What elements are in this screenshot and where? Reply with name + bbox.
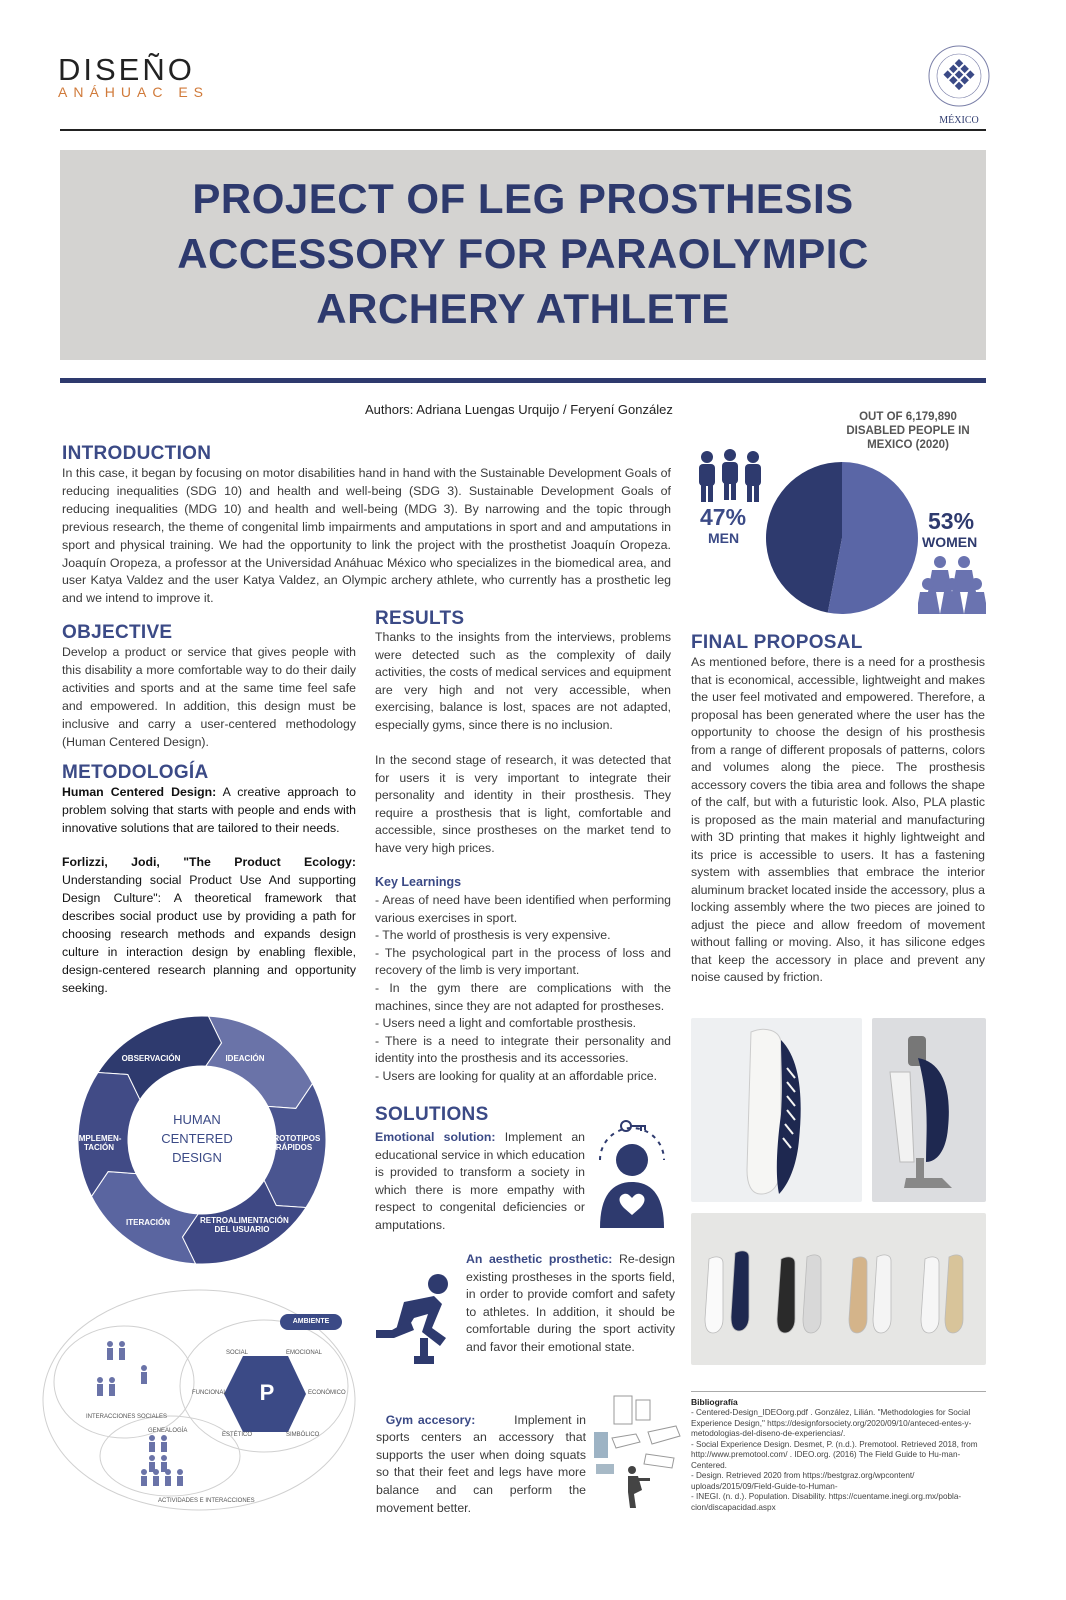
hcd-text: A creative approach to problem solving that starts with people and ends with innovative solutions that are tailored to their needs. <box>62 785 356 835</box>
cycle-center-line-3: DESIGN <box>172 1150 222 1165</box>
stats-caption-line-3: MEXICO (2020) <box>867 439 949 451</box>
gym-accessory-sketch <box>592 1392 684 1510</box>
forlizzi-bold: Forlizzi, Jodi, "The Product Ecology: <box>62 855 356 869</box>
seal-icon <box>924 44 994 108</box>
bibliography-list <box>691 1408 987 1513</box>
emotional-solution <box>375 1129 585 1235</box>
ecology-simbolico: SIMBÓLICO <box>286 1432 320 1438</box>
gym-text: Implement in sports centers an accessory that supports the user when doing squats so that their feet and legs have more balance and can perform the movement better. <box>376 1412 590 1515</box>
authors: Authors: Adriana Luengas Urquijo / Feryení González <box>365 402 673 417</box>
metodologia-hcd <box>62 783 356 837</box>
university-seal <box>922 44 996 126</box>
objective-text: Develop a product or service that gives people with this disability a more comfortable way to do their daily activities and sports and at the same time feel safe and empowered. In addition, this design must be inclusive and carry a user-centered methodology (Human Centered Design). <box>62 645 356 749</box>
hcd-bold: Human Centered Design: <box>62 785 217 799</box>
key-learning-item: - The world of prosthesis is very expensive. <box>375 928 611 943</box>
ecology-badge: AMBIENTE <box>292 1318 330 1325</box>
bibliography-item: - Social Experience Design. Desmet, P. (n.d.). Premotool. Retrieved 2018, from http://www.premotool.com/ . IDEO.org. (2016) The Field Guide to Hu-man-Centered. <box>691 1439 978 1470</box>
stage-iteracion: ITERACIÓN <box>126 1218 170 1227</box>
ecology-genealogia: GENEALOGÍA <box>148 1428 188 1434</box>
university-caption: MÉXICO <box>939 115 979 126</box>
emotional-bold: Emotional solution: <box>375 1130 496 1144</box>
women-label: WOMEN <box>922 534 978 550</box>
key-learnings-heading: Key Learnings <box>375 875 462 889</box>
aesthetic-solution <box>466 1251 675 1357</box>
aesthetic-text: Re-design existing prostheses in the sports field, in order to provide comfort and safety to athletes. In addition, it should be comfortable during the sport activity and favor their emotional state. <box>466 1252 676 1354</box>
emotional-text: Implement an educational service in which education is provided to transform a society in which there is more empathy with respect to congenital deficiencies or amputations. <box>375 1130 586 1232</box>
results-text-1: Thanks to the insights from the interviews, problems were detected such as the complexity of daily activities, the costs of medical services and equipment are very high and not very accessible, when exercising, balance is lost, spaces are not adapted, especially gyms, since there is no inclusion. <box>375 630 671 732</box>
key-learning-item: - In the gym there are complications with the machines, since they are not adapted for prostheses. <box>375 980 671 1013</box>
logo-subtitle: ANÁHUAC ES <box>58 84 210 100</box>
key-learning-item: - Users are looking for quality at an affordable price. <box>375 1068 658 1083</box>
men-label: MEN <box>708 530 740 546</box>
stage-ideacion: IDEACIÓN <box>225 1054 265 1063</box>
cycle-center-line-2: CENTERED <box>161 1131 233 1146</box>
stage-retroalimentacion: RETROALIMENTACIÓN DEL USUARIO <box>200 1216 289 1234</box>
prosthesis-photo-3 <box>691 1213 986 1365</box>
bibliography-item: - Centered-Design_IDEOorg.pdf . González, Lilián. "Methodologies for Social Experience Design," https://designforsociety.org/2020/09/10/anteced-entes-y-metodologias-del-diseno-de-experiencias/. <box>691 1408 972 1438</box>
key-learning-item: - The psychological part in the process of loss and recovery of the limb is very important. <box>375 945 671 978</box>
prosthesis-photo-1 <box>691 1018 862 1202</box>
title-line-1: PROJECT OF LEG PROSTHESIS <box>192 175 854 222</box>
women-percentage: 53% <box>928 508 975 534</box>
key-learning-item: - Users need a light and comfortable prosthesis. <box>375 1016 637 1031</box>
gym-solution <box>376 1394 590 1517</box>
results-heading: RESULTS <box>375 608 465 629</box>
title-banner <box>60 150 986 360</box>
introduction-heading: INTRODUCTION <box>62 443 212 464</box>
forlizzi-text: Understanding social Product Use And supporting Design Culture": A theoretical framework that describes social product use by providing a path for choosing research methods and expands design culture in interaction design by enabling flexible, design-centered research planning and opportunity seeking. <box>62 873 356 995</box>
ecology-actividades: ACTIVIDADES E INTERACCIONES <box>158 1498 255 1504</box>
men-people-icon <box>696 448 764 504</box>
objective-heading: OBJECTIVE <box>62 622 173 643</box>
prosthesis-photo-2 <box>872 1018 986 1202</box>
cycle-center-line-1: HUMAN <box>173 1112 221 1127</box>
gender-pie-chart <box>764 460 920 616</box>
logo <box>58 52 209 100</box>
metodologia-forlizzi <box>62 853 356 997</box>
ecology-interacciones-sociales: INTERACCIONES SOCIALES <box>86 1414 168 1420</box>
stats-caption-line-1: OUT OF 6,179,890 <box>859 411 957 423</box>
aesthetic-bold: An aesthetic prosthetic: <box>466 1252 613 1266</box>
pie-slice-men <box>766 462 842 613</box>
stats-caption-line-2: DISABLED PEOPLE IN <box>846 425 970 437</box>
stage-observacion: OBSERVACIÓN <box>121 1054 181 1063</box>
bibliography-heading: Bibliografía <box>691 1397 738 1407</box>
ecology-estetico: ESTÉTICO <box>222 1432 253 1438</box>
runner-icon <box>374 1272 466 1368</box>
logo-title: DISEÑO <box>58 52 195 87</box>
ecology-funcional: FUNCIONAL <box>192 1390 227 1396</box>
empathy-person-icon <box>590 1120 674 1232</box>
men-percentage: 47% <box>700 504 747 530</box>
gym-bold: Gym accesory: <box>385 1412 476 1427</box>
introduction-text: In this case, it began by focusing on motor disabilities hand in hand with the Sustainable Development Goals of reducing inequalities (SDG 10) and health and well-being (SDG 3). Sustainable Development Goals of reducing inequalities (MDG 10) and health and well-being (MDG 3). By narrowing and the topic through previous research, the theme of congenital limb impairments and amputations in sport and and amputations in sport and physical training. We had the opportunity to link the project with the prosthetist Joaquín Oropeza. Joaquín Oropeza, a professor at the Universidad Anáhuac México who specializes in the biomedical area, and user Katya Valdez and the user Katya Valdez, an Olympic archery athlete, who currently has a prosthetic leg and we intend to improve it. <box>62 466 671 606</box>
bibliography-item: - Design. Retrieved 2020 from https://bestgraz.org/wpcontent/ uploads/2015/09/Field-Guide-to-Human- <box>691 1471 915 1491</box>
solutions-heading: SOLUTIONS <box>375 1104 489 1125</box>
ecology-social: SOCIAL <box>226 1350 249 1356</box>
header-rule <box>60 129 986 131</box>
stats-caption <box>838 410 978 452</box>
stage-prototipos: PROTOTIPOS RÁPIDOS <box>268 1134 321 1152</box>
bibliography-rule <box>691 1391 986 1392</box>
key-learnings-list <box>375 892 671 1086</box>
stage-implementacion: IMPLEMEN- TACIÓN <box>76 1134 122 1152</box>
title-line-2: ACCESSORY FOR PARAOLYMPIC <box>177 230 869 277</box>
results-text-2: In the second stage of research, it was detected that for users it is very important to integrate their personality and identity in their prosthesis. They require a prosthesis that is light, comfortable and accessible, since prostheses on the market tend to have very high prices. <box>375 753 671 855</box>
bibliography-item: - INEGI. (n. d.). Population. Disability. https://cuentame.inegi.org.mx/pobla-cion/discapacidad.aspx <box>691 1492 962 1512</box>
title-rule <box>60 378 986 383</box>
ecology-emocional: EMOCIONAL <box>286 1350 323 1356</box>
key-learning-item: - Areas of need have been identified when performing various exercises in sport. <box>375 893 671 925</box>
final-proposal-heading: FINAL PROPOSAL <box>691 632 863 653</box>
cycle-center <box>152 1110 242 1167</box>
final-proposal-text: As mentioned before, there is a need for a prosthesis that is economical, accessible, lightweight and makes the user feel motivated and empowered. Therefore, a proposal has been generated where the user has the opportunity to choose the design of his prosthesis from a range of different proposals of patterns, colors and volumes along the piece. The prosthesis accessory covers the tibia area and follows the shape of the calf, but with a futuristic look. Also, PLA plastic is proposed as the main material and manufacturing with 3D printing that makes it highly lightweight and its price is accessible to users. It has a fastening system with assemblies that embrace the interior aluminum bracket located inside the accessory, plus a locking assembly where the two pieces are joined to adjust the piece and allow freedom of movement without falling or moving. Also, it has silicone edges that keep the accessory in place and prevent any noise caused by friction. <box>691 655 985 984</box>
key-learning-item: - There is a need to integrate their personality and identity into the prosthesis and its accessories. <box>375 1033 671 1066</box>
ecology-center: P <box>259 1380 275 1405</box>
metodologia-heading: METODOLOGÍA <box>62 762 209 783</box>
ecology-economico: ECONÓMICO <box>308 1390 346 1396</box>
women-people-icon <box>918 554 986 616</box>
title-line-3: ARCHERY ATHLETE <box>316 285 730 332</box>
